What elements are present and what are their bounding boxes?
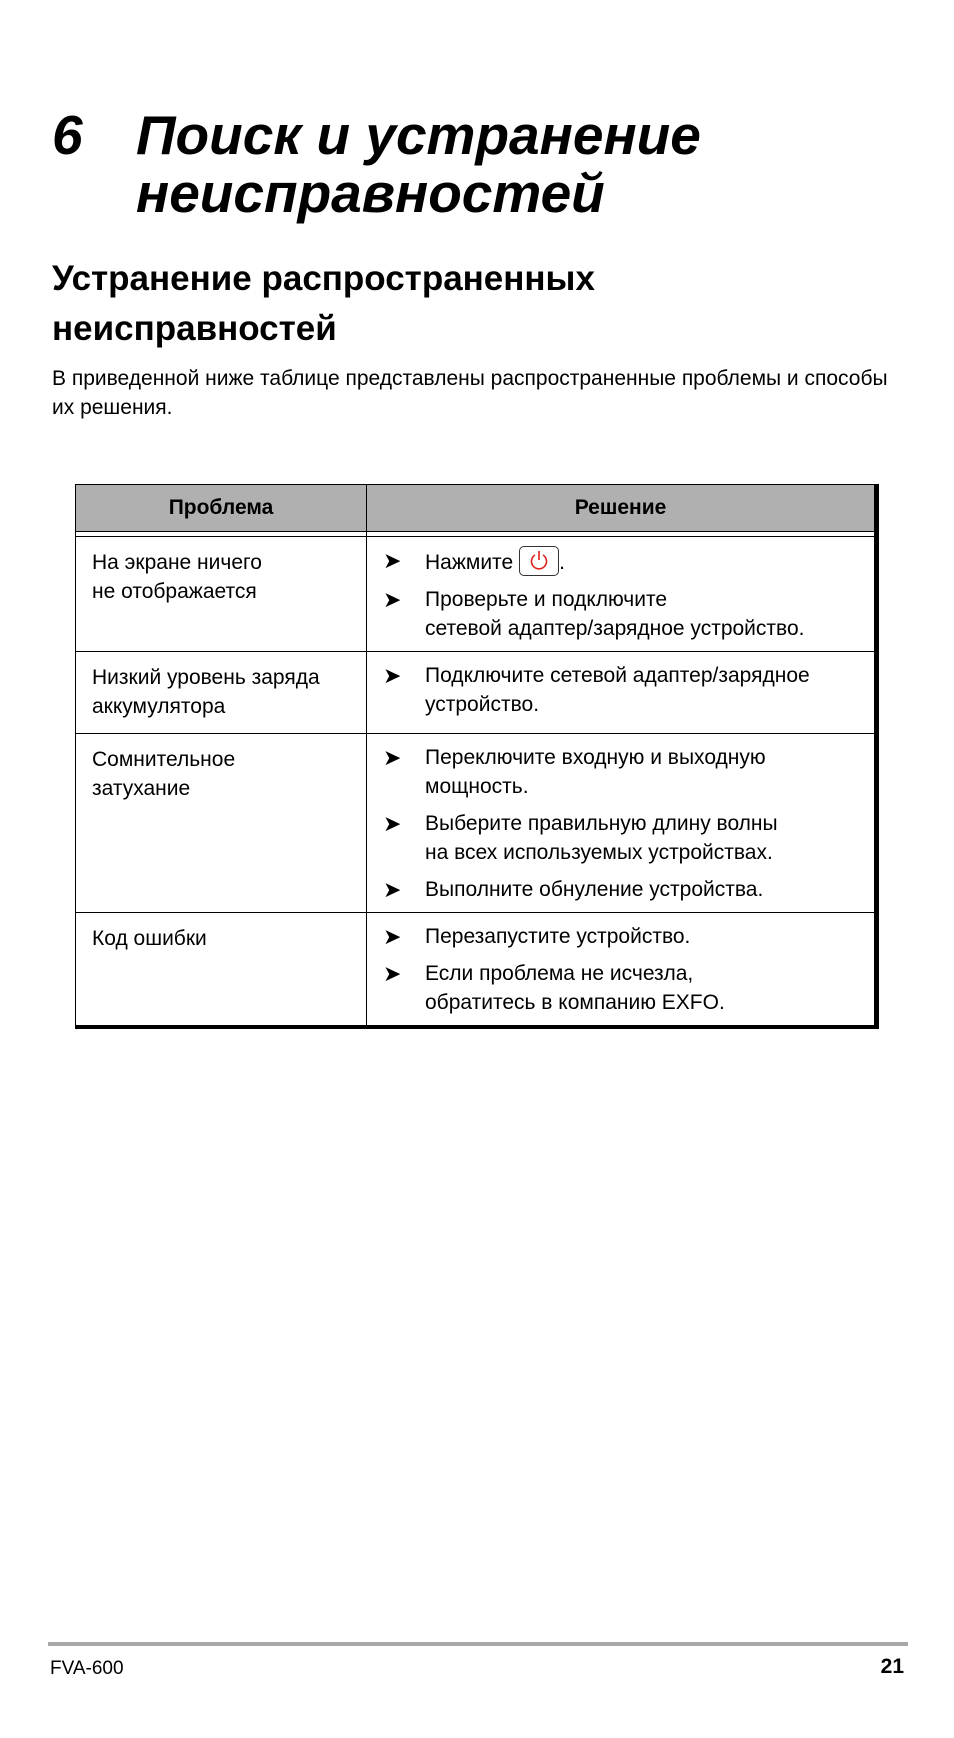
header-problem: Проблема [76,485,367,532]
header-solution: Решение [367,485,877,532]
solution-text: Проверьте и подключите сетевой адаптер/зарядное устройство. [425,588,805,640]
solution-text: Подключите сетевой адаптер/зарядное устройство. [425,664,810,716]
intro-paragraph: В приведенной ниже таблице представлены распространенные проблемы и способы их решения. [52,367,888,419]
solution-item [383,875,864,904]
chapter-title: Поиск и устранение неисправностей [136,104,701,224]
table-header-row [76,485,877,532]
solution-text: Переключите входную и выходную мощность. [425,746,766,798]
solution-text: Перезапустите устройство. [425,925,691,948]
section-title: Устранение распространенных неисправностей [52,259,595,348]
problem-cell: Низкий уровень заряда аккумулятора [76,652,367,734]
solution-item [383,922,864,951]
problem-cell: На экране ничего не отображается [76,537,367,652]
solution-text-suffix: . [559,551,565,574]
solution-text: Выберите правильную длину волны на всех используемых устройствах. [425,812,778,864]
arrow-bullet-icon: ➤ [383,961,402,986]
arrow-bullet-icon: ➤ [383,587,402,612]
arrow-bullet-icon: ➤ [383,745,402,770]
arrow-bullet-icon: ➤ [383,811,402,836]
arrow-bullet-icon: ➤ [383,548,402,573]
troubleshooting-table-container [75,484,883,1029]
solution-cell [367,913,877,1028]
arrow-bullet-icon: ➤ [383,663,402,688]
table-row [76,652,877,734]
table-row [76,913,877,1028]
solution-item [383,809,864,867]
solution-cell [367,734,877,913]
table-row [76,537,877,652]
chapter-number: 6 [52,104,83,166]
arrow-bullet-icon: ➤ [383,877,402,902]
solution-text: Выполните обнуление устройства. [425,878,764,901]
problem-cell: Сомнительное затухание [76,734,367,913]
page-number: 21 [880,1655,904,1678]
solution-item [383,546,864,577]
solution-item [383,743,864,801]
power-icon [519,546,559,576]
footer-divider [48,1642,908,1646]
table-row [76,734,877,913]
solution-text: Если проблема не исчезла, обратитесь в компанию EXFO. [425,962,725,1014]
solution-item [383,661,864,719]
solution-cell [367,652,877,734]
problem-cell: Код ошибки [76,913,367,1028]
footer-product-name: FVA-600 [50,1658,124,1679]
solution-text: Нажмите [425,551,514,574]
solution-cell [367,537,877,652]
solution-item [383,585,864,643]
solution-item [383,959,864,1017]
arrow-bullet-icon: ➤ [383,924,402,949]
troubleshooting-table [75,484,879,1029]
